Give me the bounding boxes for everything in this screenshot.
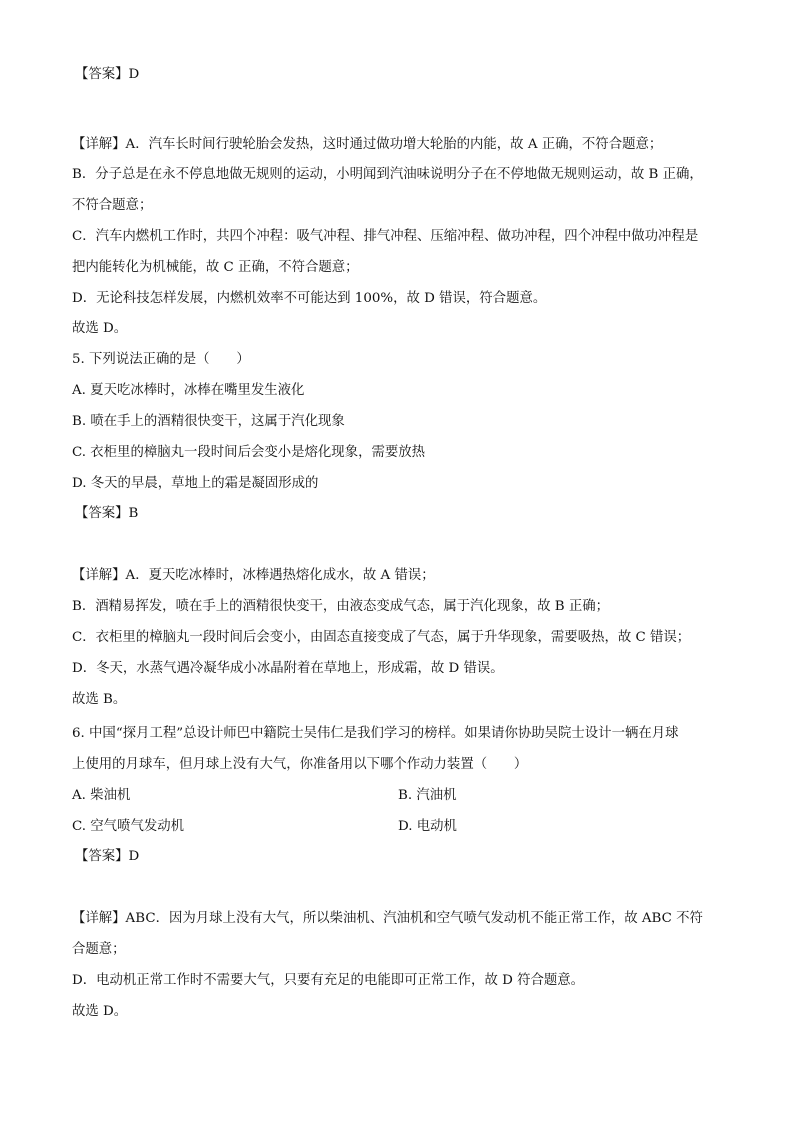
conclusion-line-q6: 故选 D。	[72, 1004, 128, 1019]
explanation-line-q4-a: 【详解】A．汽车长时间行驶轮胎会发热，这时通过做功增大轮胎的内能，故 A 正确，不符合题意；	[72, 137, 663, 152]
explanation-line-q4-b2: 不符合题意；	[72, 198, 153, 213]
explanation-line-q6-a2: 合题意；	[72, 942, 126, 957]
question-6-stem-1: 6. 中国“探月工程”总设计师巴中籍院士吴伟仁是我们学习的榜样。如果请你协助吴院士设计一辆在月球	[72, 726, 679, 741]
question-5-option-c: C. 衣柜里的樟脑丸一段时间后会变小是熔化现象，需要放热	[72, 445, 426, 460]
explanation-line-q4-d: D．无论科技怎样发展，内燃机效率不可能达到 100%，故 D 错误，符合题意。	[72, 291, 547, 306]
question-5-option-b: B. 喷在手上的酒精很快变干，这属于汽化现象	[72, 414, 345, 429]
question-6-option-a: A. 柴油机	[72, 788, 131, 803]
explanation-line-q5-b: B．酒精易挥发，喷在手上的酒精很快变干，由液态变成气态，属于汽化现象，故 B 正确；	[72, 599, 610, 614]
explanation-line-q6-b: D．电动机正常工作时不需要大气，只要有充足的电能即可正常工作，故 D 符合题意。	[72, 973, 585, 988]
question-6-stem-2: 上使用的月球车，但月球上没有大气，你准备用以下哪个作动力装置（ ）	[72, 757, 528, 772]
explanation-line-q4-b1: B．分子总是在永不停息地做无规则的运动，小明闻到汽油味说明分子在不停地做无规则运动，故 B 正确，	[72, 167, 703, 182]
explanation-line-q5-d: D．冬天，水蒸气遇冷凝华成小冰晶附着在草地上，形成霜，故 D 错误。	[72, 661, 504, 676]
conclusion-line-q4: 故选 D。	[72, 321, 128, 336]
answer-line-q5: 【答案】B	[75, 506, 139, 521]
explanation-line-q6-a1: 【详解】ABC．因为月球上没有大气，所以柴油机、汽油机和空气喷气发动机不能正常工作，故 ABC 不符	[72, 911, 703, 926]
question-6-option-b: B. 汽油机	[398, 788, 457, 803]
conclusion-line-q5: 故选 B。	[72, 692, 127, 707]
question-6-option-d: D. 电动机	[398, 819, 457, 834]
question-5-stem: 5. 下列说法正确的是（ ）	[72, 352, 250, 367]
question-6-option-c: C. 空气喷气发动机	[72, 819, 185, 834]
question-5-option-d: D. 冬天的早晨，草地上的霜是凝固形成的	[72, 476, 319, 491]
explanation-line-q4-c1: C．汽车内燃机工作时，共四个冲程：吸气冲程、排气冲程、压缩冲程、做功冲程，四个冲程中做功冲程是	[72, 229, 699, 244]
question-5-option-a: A. 夏天吃冰棒时，冰棒在嘴里发生液化	[72, 383, 305, 398]
explanation-line-q5-a: 【详解】A．夏天吃冰棒时，冰棒遇热熔化成水，故 A 错误；	[72, 568, 435, 583]
answer-line-q4: 【答案】D	[75, 67, 140, 82]
explanation-line-q5-c: C．衣柜里的樟脑丸一段时间后会变小，由固态直接变成了气态，属于升华现象，需要吸热，故 C 错误；	[72, 630, 691, 645]
answer-line-q6: 【答案】D	[75, 849, 140, 864]
explanation-line-q4-c2: 把内能转化为机械能，故 C 正确，不符合题意；	[72, 260, 359, 275]
